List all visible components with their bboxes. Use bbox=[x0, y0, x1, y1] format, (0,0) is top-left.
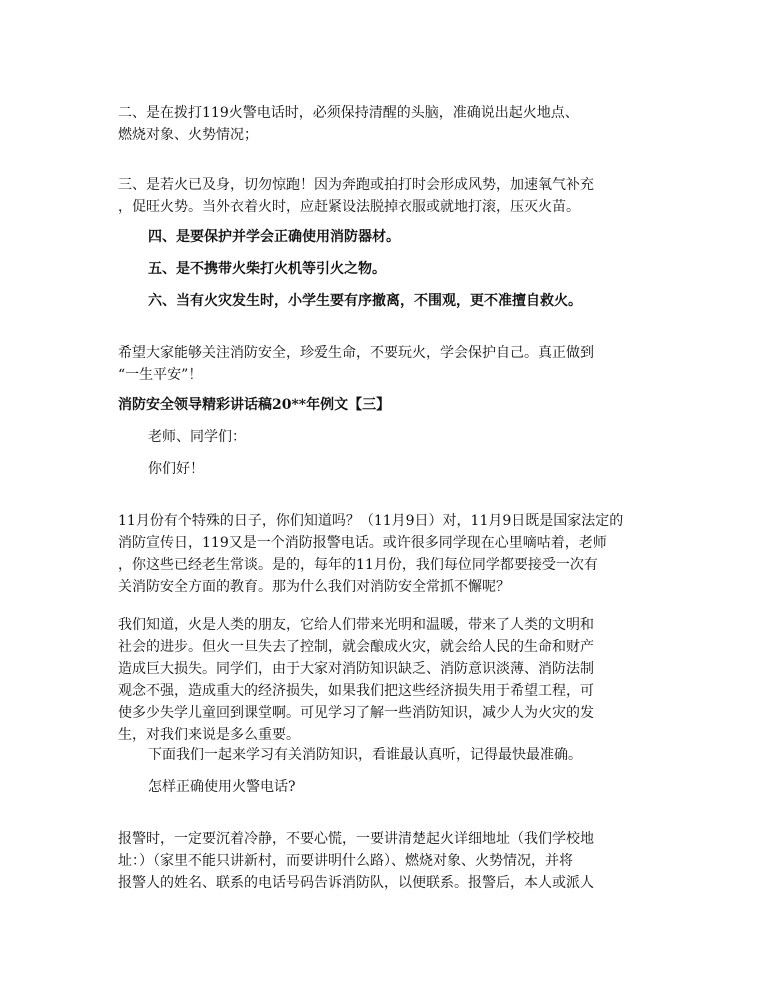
text-line: 怎样正确使用火警电话? bbox=[148, 779, 296, 795]
text-line: 四、是要保护并学会正确使用消防器材。 bbox=[148, 229, 400, 245]
text-line: “一生平安”！ bbox=[118, 367, 203, 383]
question-line bbox=[148, 776, 658, 798]
text-line: 11月份有个特殊的日子，你们知道吗？（11月9日）对，11月9日既是国家法定的 bbox=[118, 513, 624, 529]
closing-paragraph bbox=[118, 342, 658, 386]
text-line: ，促旺火势。当外衣着火时，应赶紧设法脱掉衣服或就地打滚，压灭火苗。 bbox=[118, 199, 580, 215]
paragraph-item-4 bbox=[148, 226, 658, 248]
text-line: 社会的进步。但火一旦失去了控制，就会酿成火灾，就会给人民的生命和财产 bbox=[118, 639, 594, 655]
text-line: 使多少失学儿童回到课堂啊。可见学习了解一些消防知识，减少人为火灾的发 bbox=[118, 705, 594, 721]
text-line: ，你这些已经老生常谈。是的，每年的11月份，我们每位同学都要接受一次有 bbox=[118, 557, 598, 573]
text-line: 生，对我们来说是多么重要。 bbox=[118, 727, 300, 743]
text-line: 消防宣传日，119又是一个消防报警电话。或许很多同学现在心里嘀咕着，老师 bbox=[118, 535, 607, 551]
text-line: 消防安全领导精彩讲话稿20**年例文【三】 bbox=[118, 397, 391, 413]
text-line: 观念不强，造成重大的经济损失，如果我们把这些经济损失用于希望工程，可 bbox=[118, 683, 594, 699]
text-line: 我们知道，火是人类的朋友，它给人们带来光明和温暖，带来了人类的文明和 bbox=[118, 617, 594, 633]
body-paragraph bbox=[118, 828, 658, 894]
text-line: 二、是在拨打119火警电话时，必须保持清醒的头脑，准确说出起火地点、 bbox=[118, 105, 579, 121]
text-line: 址：）（家里不能只讲新村，而要讲明什么路）、燃烧对象、火势情况，并将 bbox=[118, 853, 573, 869]
paragraph-item-2 bbox=[118, 102, 658, 146]
text-line: 三、是若火已及身，切勿惊跑！因为奔跑或拍打时会形成风势，加速氧气补充 bbox=[118, 177, 594, 193]
text-line: 老师、同学们： bbox=[148, 429, 246, 445]
salutation bbox=[148, 426, 658, 448]
text-line: 下面我们一起来学习有关消防知识，看谁最认真听，记得最快最准确。 bbox=[148, 747, 582, 763]
paragraph-item-3 bbox=[118, 174, 658, 218]
text-line: 五、是不携带火柴打火机等引火之物。 bbox=[148, 261, 386, 277]
text-line: 造成巨大损失。同学们，由于大家对消防知识缺乏、消防意识淡薄、消防法制 bbox=[118, 661, 594, 677]
text-line: 希望大家能够关注消防安全，珍爱生命，不要玩火，学会保护自己。真正做到 bbox=[118, 345, 594, 361]
body-paragraph bbox=[118, 614, 658, 746]
text-line: 燃烧对象、火势情况； bbox=[118, 127, 258, 143]
paragraph-item-5 bbox=[148, 258, 658, 280]
text-line: 报警时，一定要沉着冷静，不要心慌，一要讲清楚起火详细地址（我们学校地 bbox=[118, 831, 594, 847]
text-line: 你们好！ bbox=[148, 461, 204, 477]
text-line: 报警人的姓名、联系的电话号码告诉消防队，以便联系。报警后，本人或派人 bbox=[118, 875, 594, 891]
paragraph-item-6 bbox=[148, 290, 658, 312]
text-line: 关消防安全方面的教育。那为什么我们对消防安全常抓不懈呢？ bbox=[118, 579, 510, 595]
body-paragraph bbox=[148, 744, 658, 766]
text-line: 六、当有火灾发生时，小学生要有序撤离，不围观，更不准擅自救火。 bbox=[148, 293, 582, 309]
body-paragraph bbox=[118, 510, 658, 598]
greeting bbox=[148, 458, 658, 480]
section-heading bbox=[118, 394, 658, 416]
